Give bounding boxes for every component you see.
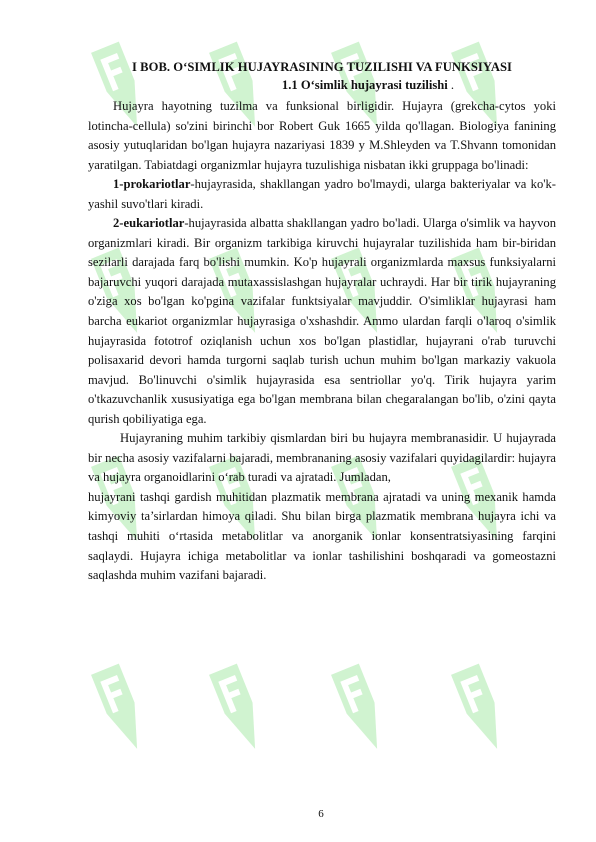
watermark-icon <box>449 663 513 755</box>
paragraph-eukaryotes <box>88 214 556 429</box>
page-content <box>88 58 556 586</box>
section-title <box>88 76 556 94</box>
watermark-icon <box>89 663 153 755</box>
section-title-tail: . <box>447 78 455 92</box>
chapter-title: I BOB. O‘SIMLIK HUJAYRASINING TUZILISHI VA FUNKSIYASI <box>132 60 512 74</box>
paragraph-intro: Hujayra hayotning tuzilma va funksional birligidir. Hujayra (grekcha-cytos yoki lotincha-cellula) so'zini birinchi bor Robert Guk 1665 yilda qo'llagan. Biologiya fanining asosiy yutuqlaridan bo'lgan hujayra nazariyasi 1839 y M.Shleyden va T.Shvann tomonidan yaratilgan. Tabiatdagi organizmlar hujayra tuzulishiga nisbatan ikki gruppaga bo'linadi: <box>88 99 556 172</box>
paragraph-prokaryotes <box>88 175 556 214</box>
page-number: 6 <box>318 808 324 820</box>
paragraph-plasma-membrane: hujayrani tashqi gardish muhitidan plazmatik membrana ajratadi va uning mexanik hamda kimyoviy ta’sirlardan himoya qiladi. Shu bilan birga plazmatik membrana hujayra ichi va tashqi muhiti o‘rtasida metabolitlar va anorganik ionlar konsentratsiyasining farqini saqlaydi. Hujayra ichiga metabolitlar va ionlar tashilishini boshqaradi va gomeostazni saqlashda muhim vazifani bajaradi. <box>88 489 556 583</box>
term-eukaryotes: 2-eukariotlar <box>113 216 185 231</box>
watermark-icon <box>329 663 393 755</box>
section-title-text: 1.1 O‘simlik hujayrasi tuzilishi <box>281 78 448 92</box>
term-prokaryotes: 1-prokariotlar <box>113 177 191 192</box>
paragraph-eukaryotes-text: -hujayrasida albatta shakllangan yadro bo'ladi. Ularga o'simlik va hayvon organizmlari kiradi. Bir organizm tarkibiga kiruvchi hujayralar tuzilishida ham bir-biridan sezilarli darajada farq bo'lishi mumkin. Ko'p hujayrali organizmlarda maxsus funksiyalarni bajaruvchi yuqori darajada mutaxassislashgan hujayralar uchraydi. Har bir tirik hujayraning o'ziga xos bo'lgan ko'pgina vazifalar funktsiyalar mavjuddir. O'simliklar hujayrasi ham barcha eukariot organizmlar hujayrasiga o'xshashdir. Ammo ulardan farqli o'laroq o'simlik hujayrasida fototrof oziqlanish uchun xos bo'lgan plastidlar, hujayrani o'rab turuvchi polisaxarid devori hamda turgorni saqlab turish uchun muhim bo'lgan markaziy vakuola mavjud. Bo'linuvchi o'simlik hujayrasida esa sentriollar yo'q. Tirik hujayra yarim o'tkazuvchanlik xususiyatiga ega bo'lgan membrana bilan chegaralangan bo'lib, o'zini qayta qurish qobiliyatiga ega. <box>88 216 556 426</box>
paragraph-membrane: Hujayraning muhim tarkibiy qismlardan biri bu hujayra membranasidir. U hujayrada bir necha asosiy vazifalarni bajaradi, membrananing asosiy vazifalari quyidagilardir: hujayra va hujayra organoidlarini o‘rab turadi va ajratadi. Jumladan, <box>88 431 556 485</box>
paragraph-prokaryotes-text: -hujayrasida, shakllangan yadro bo'lmaydi, ularga bakteriyalar va ko'k-yashil suvo'tlari kiradi. <box>88 177 556 211</box>
watermark-icon <box>207 663 271 755</box>
